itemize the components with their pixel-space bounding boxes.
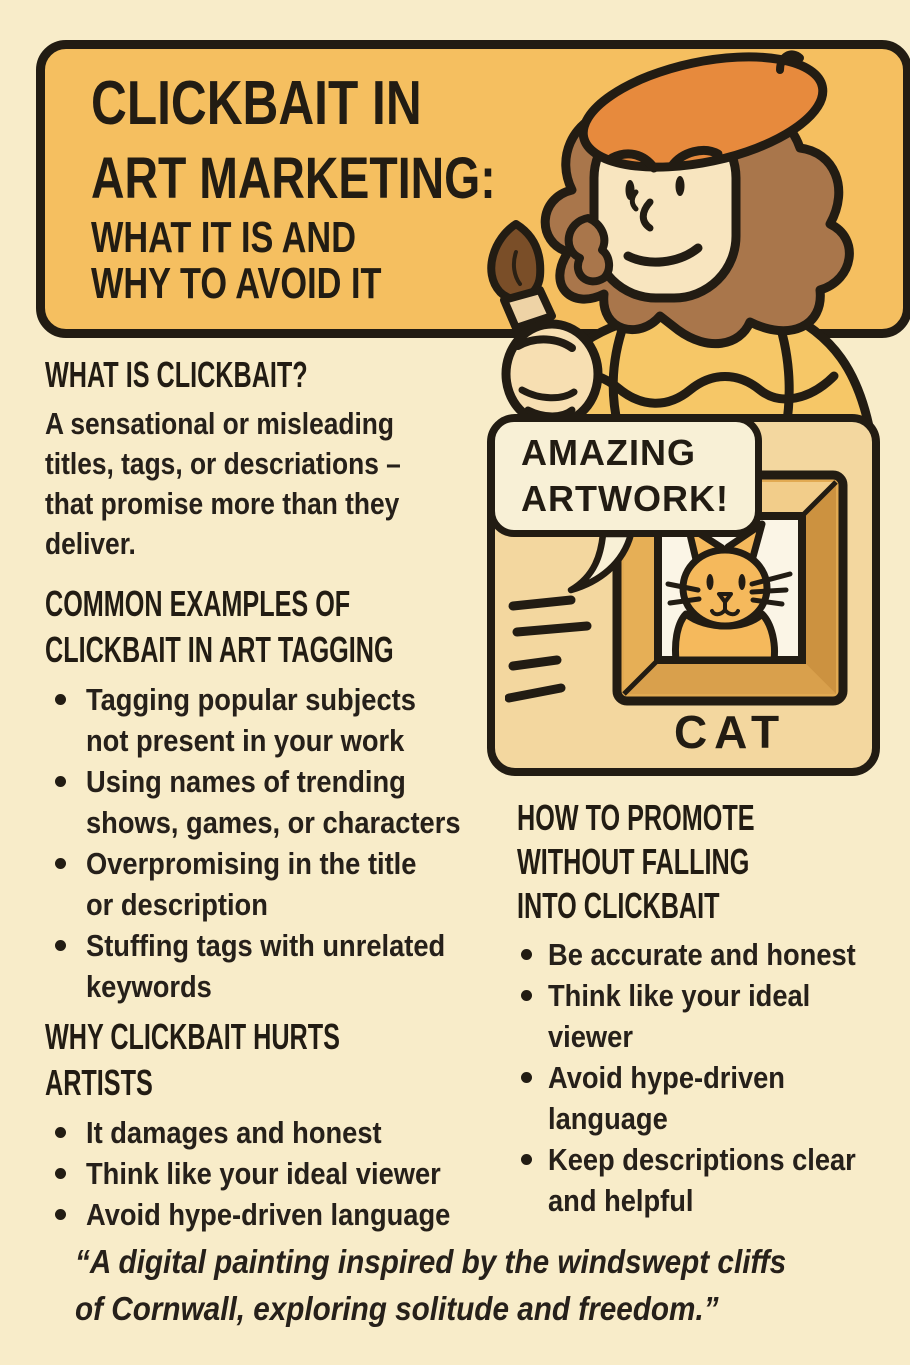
bullet-dot bbox=[521, 990, 532, 1001]
list-item: Keep descriptions clear and helpful bbox=[517, 1139, 897, 1221]
bullet-dot bbox=[55, 776, 66, 787]
list-item: Avoid hype-driven language bbox=[45, 1194, 500, 1235]
title-line-2: ART MARKETING: bbox=[91, 146, 496, 211]
speech-bubble-tail bbox=[563, 530, 635, 598]
list-item: Think like your ideal viewer bbox=[45, 1153, 500, 1194]
list-item: Stuffing tags with unrelated keywords bbox=[45, 925, 543, 1007]
section-how-to-promote bbox=[517, 796, 897, 1221]
title-line-1: CLICKBAIT IN bbox=[91, 69, 422, 138]
section-what-is-clickbait bbox=[45, 352, 464, 564]
bullet-dot bbox=[55, 1168, 66, 1179]
bullet-dot bbox=[55, 940, 66, 951]
section-common-examples bbox=[45, 581, 543, 1007]
list-item: Be accurate and honest bbox=[517, 934, 897, 975]
bullet-dot bbox=[521, 1154, 532, 1165]
title-line-3: WHAT IT IS AND bbox=[91, 213, 356, 262]
list-item: Using names of trending shows, games, or characters bbox=[45, 761, 543, 843]
section-heading: ARTISTS bbox=[45, 1062, 153, 1103]
section-heading: HOW TO PROMOTE bbox=[517, 797, 755, 838]
speed-lines bbox=[505, 594, 615, 714]
section-heading: COMMON EXAMPLES OF bbox=[45, 583, 351, 624]
section-why-clickbait-hurts bbox=[45, 1014, 500, 1235]
artwork-card bbox=[487, 414, 880, 776]
list-item: Tagging popular subjects not present in your work bbox=[45, 679, 543, 761]
speech-bubble bbox=[488, 415, 762, 537]
section-heading: CLICKBAIT IN ART TAGGING bbox=[45, 629, 394, 670]
artist-illustration bbox=[478, 40, 902, 442]
bullet-dot bbox=[55, 694, 66, 705]
list-item: Think like your ideal viewer bbox=[517, 975, 897, 1057]
section-heading: WHY CLICKBAIT HURTS bbox=[45, 1016, 340, 1057]
title-line-4: WHY TO AVOID IT bbox=[91, 259, 382, 308]
section-heading: WITHOUT FALLING bbox=[517, 841, 750, 882]
list-item: Overpromising in the title or description bbox=[45, 843, 543, 925]
section-body: A sensational or misleading titles, tags, or descriations – that promise more than they deliver. bbox=[45, 406, 401, 561]
bullet-dot bbox=[55, 1127, 66, 1138]
section-heading: INTO CLICKBAIT bbox=[517, 885, 720, 926]
artwork-caption: CAT bbox=[673, 706, 787, 758]
section-heading: WHAT IS CLICKBAIT? bbox=[45, 354, 308, 395]
bullet-list bbox=[45, 1112, 500, 1235]
bullet-dot bbox=[55, 858, 66, 869]
speech-bubble-text: ARTWORK! bbox=[521, 478, 729, 519]
example-description-quote: “A digital painting inspired by the windswept cliffs of Cornwall, exploring solitude and freedom.” bbox=[75, 1243, 787, 1327]
speech-bubble-text: AMAZING bbox=[521, 432, 696, 473]
bullet-dot bbox=[521, 1072, 532, 1083]
list-item: Avoid hype-driven language bbox=[517, 1057, 897, 1139]
bullet-list bbox=[517, 934, 897, 1221]
bullet-dot bbox=[55, 1209, 66, 1220]
bullet-dot bbox=[521, 949, 532, 960]
list-item: It damages and honest bbox=[45, 1112, 500, 1153]
bullet-list bbox=[45, 679, 543, 1007]
